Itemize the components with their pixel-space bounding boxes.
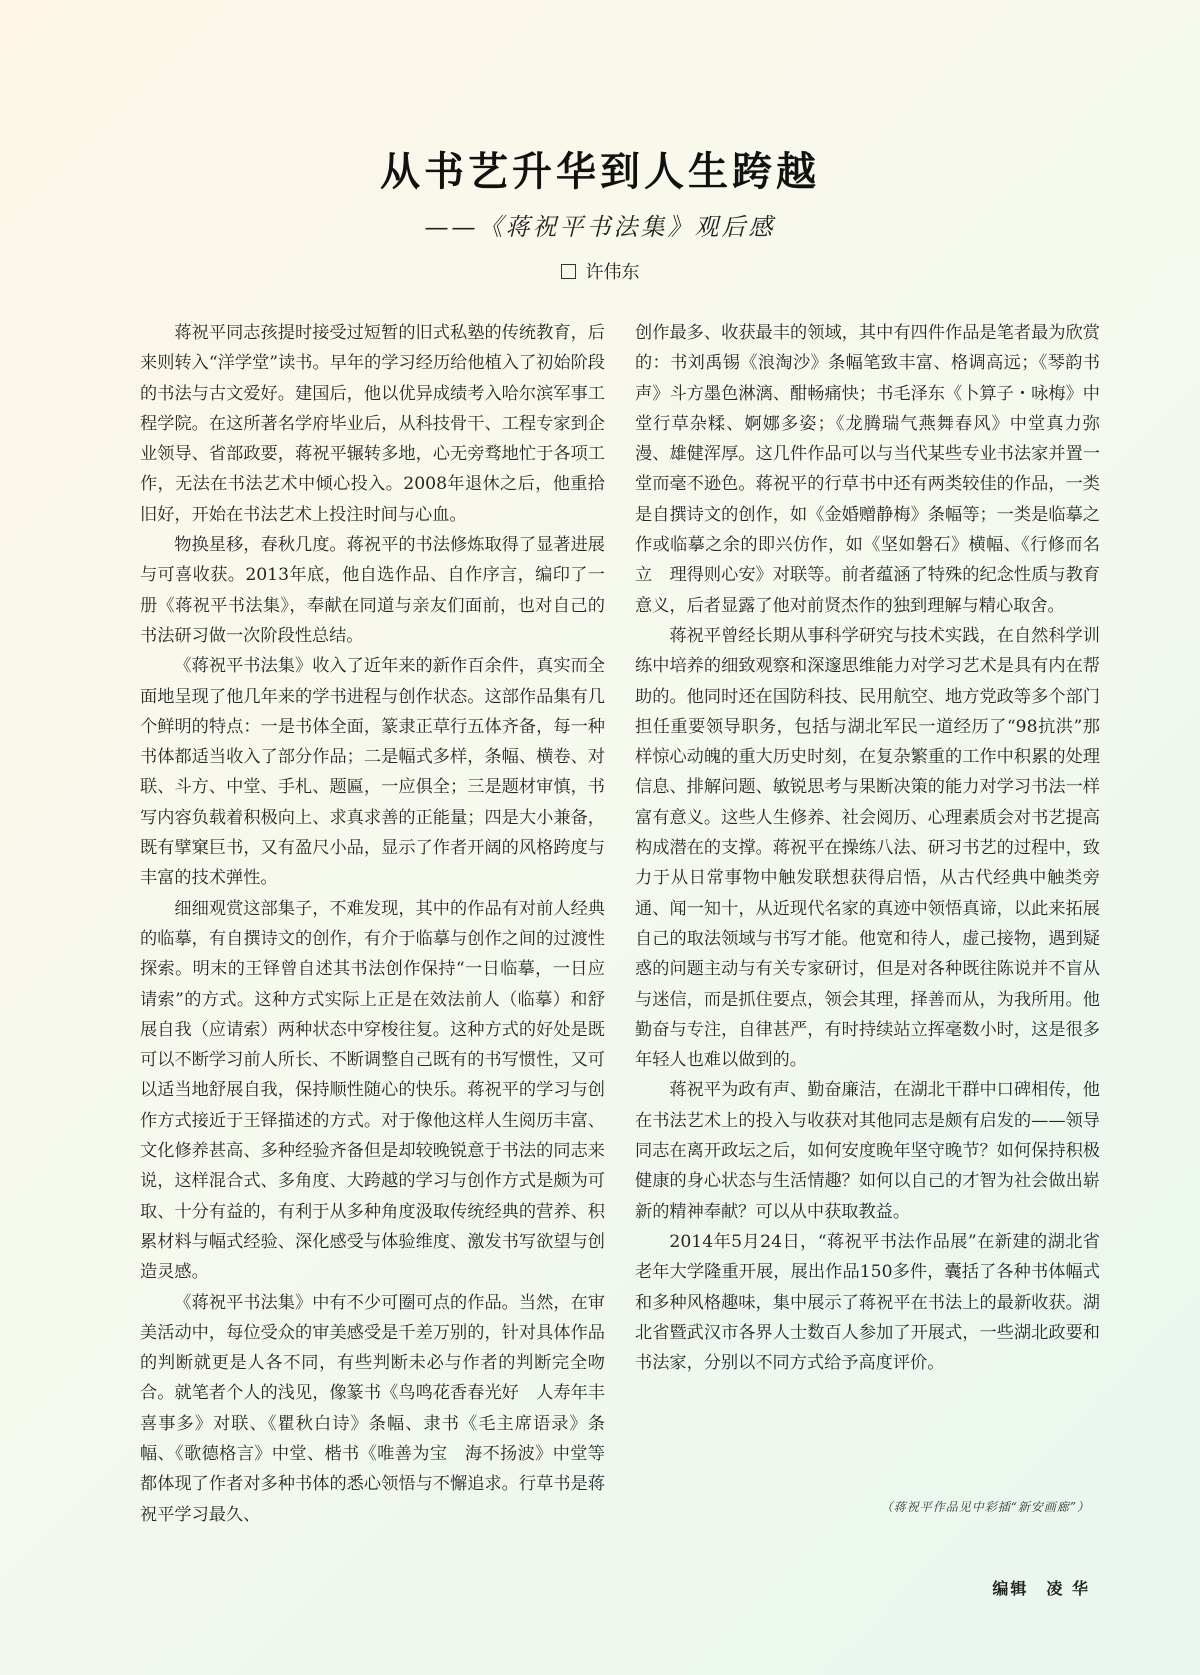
paragraph: 《蒋祝平书法集》中有不少可圈可点的作品。当然，在审美活动中，每位受众的审美感受是千差万别的，针对具体作品的判断就更是人各不同，有些判断未必与作者的判断完全吻合。就笔者个人的浅见，像篆书《鸟鸣花香春光好 人寿年丰喜事多》对联、《瞿秋白诗》条幅、隶书《毛主席语录》条幅、《歌德格言》中堂、楷书《唯善为宝 海不扬波》中堂等都体现了作者对多种书体的悉心领悟与不懈追求。行草书是蒋祝平学习最久、 [140,1292,605,1525]
editor-credit: 编辑 凌 华 [992,1579,1090,1598]
paragraph: 细细观赏这部集子，不难发现，其中的作品有对前人经典的临摹，有自撰诗文的创作，有介于临摹与创作之间的过渡性探索。明末的王铎曾自述其书法创作保持“一日临摹，一日应请索”的方式。这种方式实际上正是在效法前人（临摹）和舒展自我（应请索）两种状态中穿梭往复。这种方式的好处是既可以不断学习前人所长、不断调整自己既有的书写惯性，又可以适当地舒展自我，保持顺性随心的快乐。蒋祝平的学习与创作方式接近于王铎描述的方式。对于像他这样人生阅历丰富、文化修养甚高、多种经验齐备但是却较晚锐意于书法的同志来说，这样混合式、多角度、大跨越的学习与创作方式是颇为可取、十分有益的，有利于从多种角度汲取传统经典的营养、积累材料与幅式经验、深化感受与体验维度、激发书写欲望与创造灵感。 [140,898,605,1283]
paragraph: 《蒋祝平书法集》收入了近年来的新作百余件，真实而全面地呈现了他几年来的学书进程与创作状态。这部作品集有几个鲜明的特点：一是书体全面，篆隶正草行五体齐备，每一种书体都适当收入了部分作品；二是幅式多样，条幅、横卷、对联、斗方、中堂、手札、题匾，一应俱全；三是题材审慎，书写内容负载着积极向上、求真求善的正能量；四是大小兼备，既有擘窠巨书，又有盈尺小品，显示了作者开阔的风格跨度与丰富的技术弹性。 [140,656,605,889]
article-subtitle: ——《蒋祝平书法集》观后感 [424,213,776,241]
article-title: 从书艺升华到人生跨越 [380,148,820,195]
paragraph: 蒋祝平为政有声、勤奋廉洁，在湖北干群中口碑相传，他在书法艺术上的投入与收获对其他同志是颇有启发的——领导同志在离开政坛之后，如何安度晚年坚守晚节？如何保持积极健康的身心状态与生活情趣？如何以自己的才智为社会做出崭新的精神奉献？可以从中获取教益。 [635,1080,1100,1222]
right-column [635,318,1100,1378]
left-column [140,318,605,1530]
paragraph: 2014年5月24日，“蒋祝平书法作品展”在新建的湖北省老年大学隆重开展，展出作品150多件，囊括了各种书体幅式和多种风格趣味，集中展示了蒋祝平在书法上的最新收获。湖北省暨武汉市各界人士数百人参加了开展式，一些湖北政要和书法家，分别以不同方式给予高度评价。 [635,1231,1100,1374]
author-line [0,258,1200,284]
author-name: 许伟东 [585,262,640,283]
square-icon [561,264,576,279]
paragraph: 蒋祝平同志孩提时接受过短暂的旧式私塾的传统教育，后来则转入“洋学堂”读书。早年的学习经历给他植入了初始阶段的书法与古文爱好。建国后，他以优异成绩考入哈尔滨军事工程学院。在这所著名学府毕业后，从科技骨干、工程专家到企业领导、省部政要，蒋祝平辗转多地，心无旁骛地忙于各项工作，无法在书法艺术中倾心投入。2008年退休之后，他重拾旧好，开始在书法艺术上投注时间与心血。 [140,323,605,525]
image-caption-note: （蒋祝平作品见中彩插“新安画廊”） [880,1500,1090,1514]
paragraph: 蒋祝平曾经长期从事科学研究与技术实践，在自然科学训练中培养的细致观察和深邃思维能力对学习艺术是具有内在帮助的。他同时还在国防科技、民用航空、地方党政等多个部门担任重要领导职务，包括与湖北军民一道经历了“98抗洪”那样惊心动魄的重大历史时刻，在复杂繁重的工作中积累的处理信息、排解问题、敏锐思考与果断决策的能力对学习书法一样富有意义。这些人生修养、社会阅历、心理素质会对书艺提高构成潜在的支撑。蒋祝平在操练八法、研习书艺的过程中，致力于从日常事物中触发联想获得启悟，从古代经典中触类旁通、闻一知十，从近现代名家的真迹中领悟真谛，以此来拓展自己的取法领域与书写才能。他宽和待人，虚己接物，遇到疑惑的问题主动与有关专家研讨，但是对各种既往陈说并不盲从与迷信，而是抓住要点，领会其理，择善而从，为我所用。他勤奋与专注，自律甚严，有时持续站立挥毫数小时，这是很多年轻人也难以做到的。 [635,625,1100,1071]
paragraph: 物换星移，春秋几度。蒋祝平的书法修炼取得了显著进展与可喜收获。2013年底，他自选作品、自作序言，编印了一册《蒋祝平书法集》，奉献在同道与亲友们面前，也对自己的书法研习做一次阶段性总结。 [140,535,605,646]
paragraph-continued: 创作最多、收获最丰的领域，其中有四件作品是笔者最为欣赏的：书刘禹锡《浪淘沙》条幅笔致丰富、格调高远；《琴韵书声》斗方墨色淋漓、酣畅痛快；书毛泽东《卜算子・咏梅》中堂行草杂糅、婀娜多姿；《龙腾瑞气燕舞春风》中堂真力弥漫、雄健浑厚。这几件作品可以与当代某些专业书法家并置一堂而毫不逊色。蒋祝平的行草书中还有两类较佳的作品，一类是自撰诗文的创作，如《金婚赠静梅》条幅等；一类是临摹之作或临摹之余的即兴仿作，如《坚如磐石》横幅、《行修而名立 理得则心安》对联等。前者蕴涵了特殊的纪念性质与教育意义，后者显露了他对前贤杰作的独到理解与精心取舍。 [635,323,1100,616]
